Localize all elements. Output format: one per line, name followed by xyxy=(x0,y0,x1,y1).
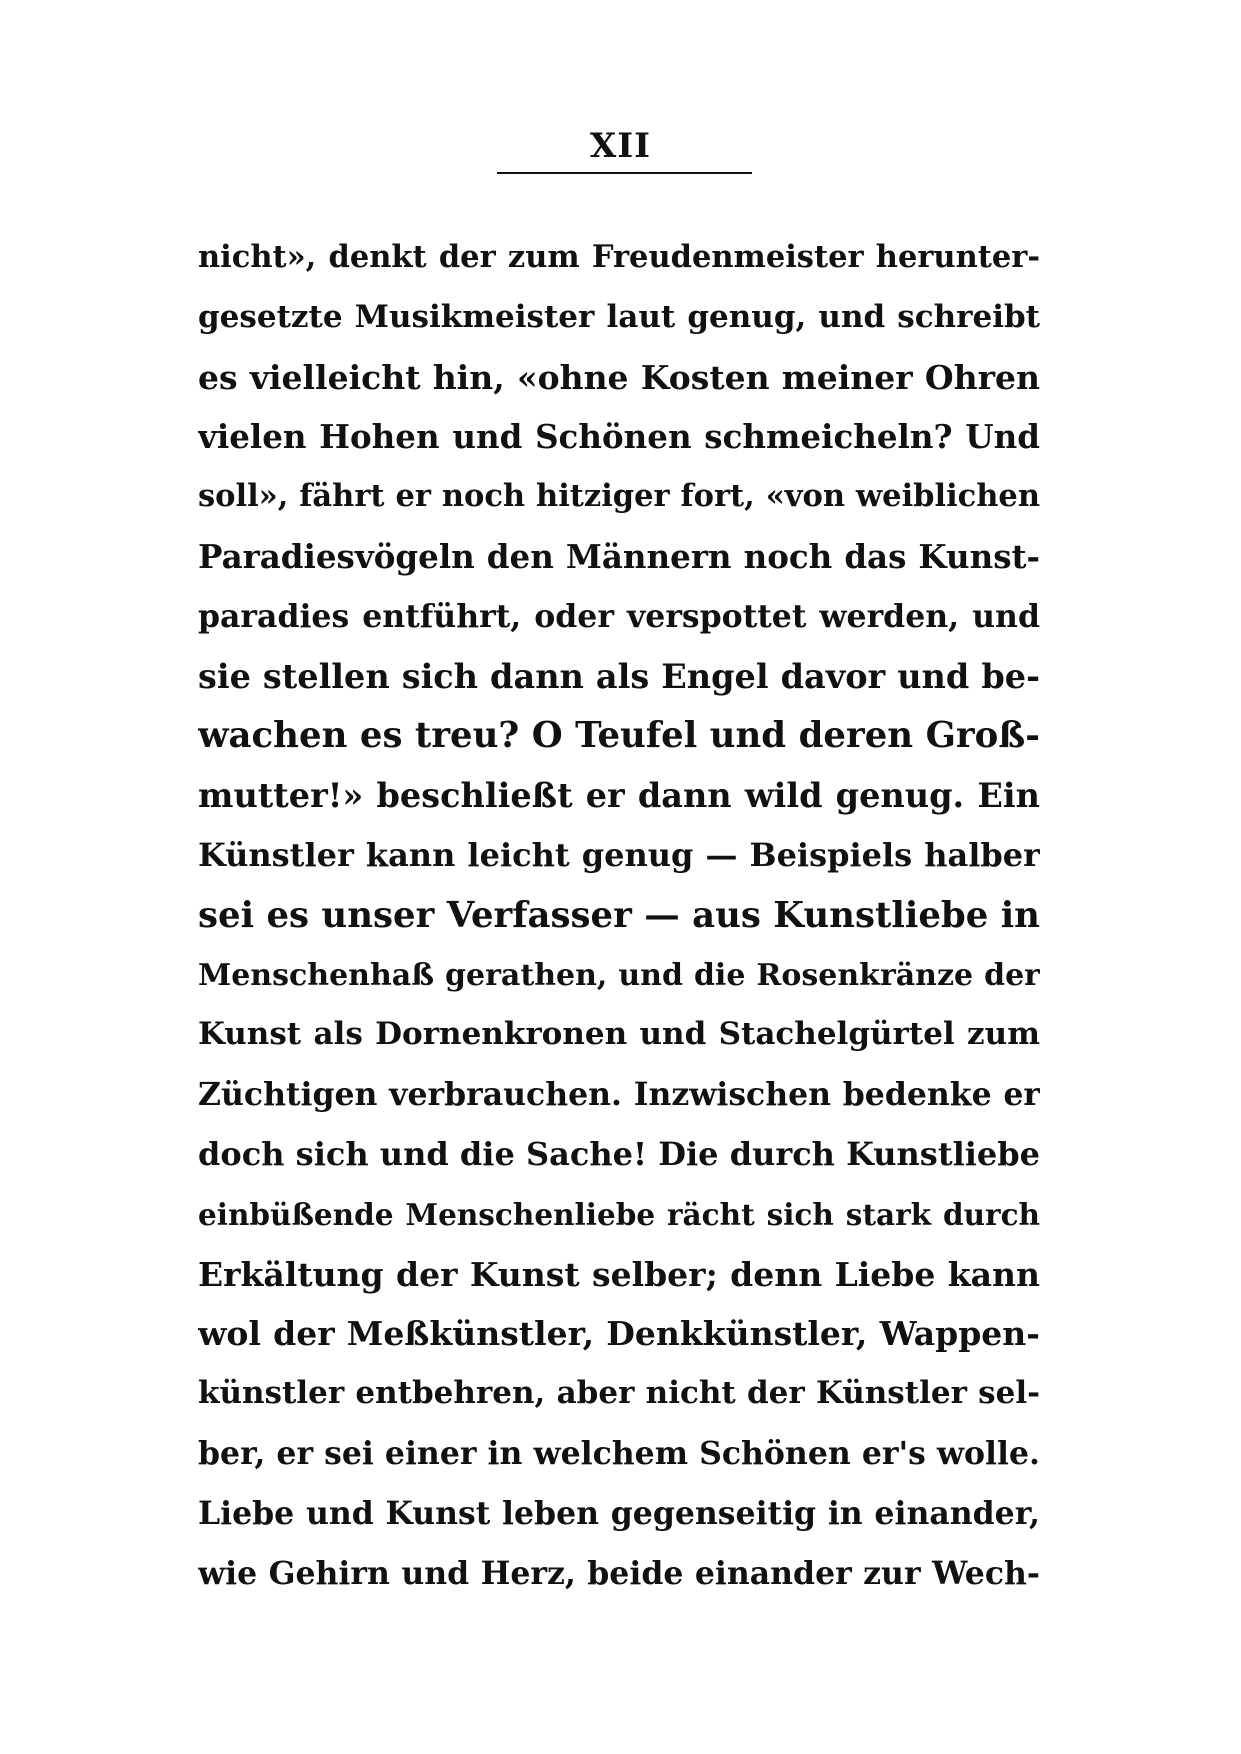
body-text xyxy=(198,228,1040,1603)
text-line: doch sich und die Sache! Die durch Kunstliebe xyxy=(198,1134,1040,1173)
text-line: Kunst als Dornenkronen und Stachelgürtel zum xyxy=(198,1016,1040,1053)
text-line: ber, er sei einer in welchem Schönen er's wolle. xyxy=(198,1434,1040,1472)
text-line: paradies entführt, oder verspottet werden, und xyxy=(198,597,1040,635)
text-line: Liebe und Kunst leben gegenseitig in einander, xyxy=(198,1494,1040,1532)
text-line: sie stellen sich dann als Engel davor und be- xyxy=(198,656,1040,696)
text-line: wol der Meßkünstler, Denkkünstler, Wappen- xyxy=(198,1314,1040,1354)
text-line: einbüßende Menschenliebe rächt sich stark durch xyxy=(198,1196,1040,1232)
text-line: soll», fährt er noch hitziger fort, «von weiblichen xyxy=(198,478,1040,515)
header-rule xyxy=(497,172,752,174)
text-line: Menschenhaß gerathen, und die Rosenkränze der xyxy=(198,957,1040,993)
text-line: wachen es treu? O Teufel und deren Groß- xyxy=(198,715,1040,757)
text-line: wie Gehirn und Herz, beide einander zur Wech- xyxy=(198,1554,1040,1592)
text-line: es vielleicht hin, «ohne Kosten meiner Ohren xyxy=(198,357,1040,397)
text-line: Erkältung der Kunst selber; denn Liebe kann xyxy=(198,1254,1040,1294)
text-line: gesetzte Musikmeister laut genug, und schreibt xyxy=(198,298,1040,335)
page-number: XII xyxy=(589,126,652,166)
text-line: Künstler kann leicht genug — Beispiels halber xyxy=(198,835,1040,874)
text-line: vielen Hohen und Schönen schmeicheln? Und xyxy=(198,417,1040,457)
text-line: mutter!» beschließt er dann wild genug. Ein xyxy=(198,776,1040,816)
text-line: Züchtigen verbrauchen. Inzwischen bedenke er xyxy=(198,1076,1040,1114)
text-line: Paradiesvögeln den Männern noch das Kunst- xyxy=(198,536,1040,576)
text-line: sei es unser Verfasser — aus Kunstliebe in xyxy=(198,894,1040,936)
text-line: nicht», denkt der zum Freudenmeister herunter- xyxy=(198,239,1040,275)
text-line: künstler entbehren, aber nicht der Künstler sel- xyxy=(198,1375,1040,1412)
